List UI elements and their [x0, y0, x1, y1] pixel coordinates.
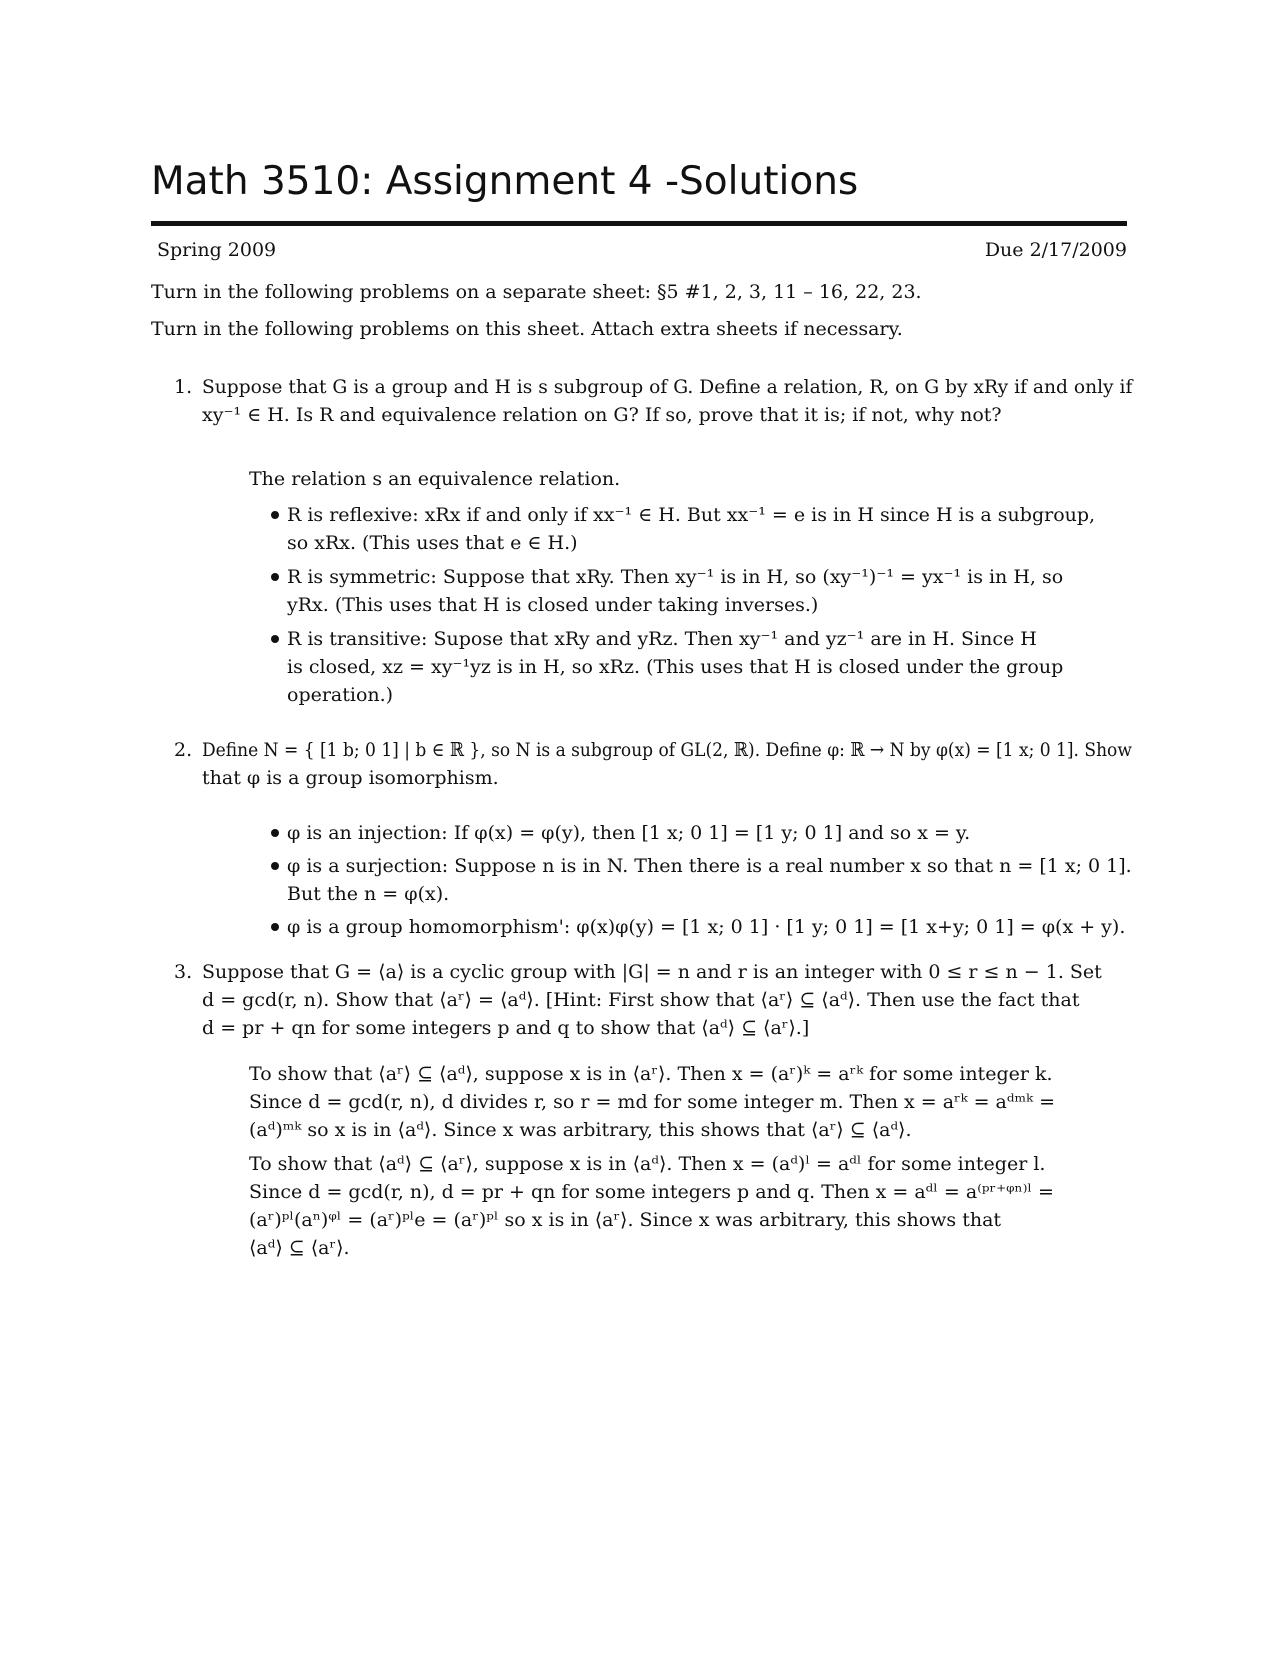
- problem-2-injection-line: φ is an injection: If φ(x) = φ(y), then [1 x; 0 1] = [1 y; 0 1] and so x = y.: [287, 822, 971, 844]
- bullet-icon: [271, 573, 279, 581]
- problem-3-answer-line-4: To show that ⟨aᵈ⟩ ⊆ ⟨aʳ⟩, suppose x is in ⟨aᵈ⟩. Then x = (aᵈ)ˡ = aᵈˡ for some integer l.: [249, 1153, 1046, 1175]
- intro-line-2: Turn in the following problems on this sheet. Attach extra sheets if necessary.: [151, 318, 903, 340]
- problem-3-statement-line-1: Suppose that G = ⟨a⟩ is a cyclic group with |G| = n and r is an integer with 0 ≤ r ≤ n − 1. Set: [202, 961, 1102, 983]
- problem-1-transitive-line-1: R is transitive: Supose that xRy and yRz. Then xy⁻¹ and yz⁻¹ are in H. Since H: [287, 628, 1037, 650]
- bullet-icon: [271, 829, 279, 837]
- problem-3-answer-line-3: (aᵈ)ᵐᵏ so x is in ⟨aᵈ⟩. Since x was arbitrary, this shows that ⟨aʳ⟩ ⊆ ⟨aᵈ⟩.: [249, 1119, 912, 1141]
- problem-2-number: 2.: [174, 739, 193, 761]
- problem-1-statement-line-2: xy⁻¹ ∈ H. Is R and equivalence relation on G? If so, prove that it is; if not, why not?: [202, 404, 1002, 426]
- bullet-icon: [271, 635, 279, 643]
- problem-3-statement-line-3: d = pr + qn for some integers p and q to show that ⟨aᵈ⟩ ⊆ ⟨aʳ⟩.]: [202, 1017, 810, 1039]
- problem-2-statement-line-1: Define N = { [1 b; 0 1] | b ∈ ℝ }, so N is a subgroup of GL(2, ℝ). Define φ: ℝ → N by φ(x) = [1 x; 0 1]. Show: [202, 739, 1132, 761]
- problem-1-reflexive-line-2: so xRx. (This uses that e ∈ H.): [287, 532, 578, 554]
- title-rule: [151, 221, 1127, 226]
- problem-3-answer-line-6: (aʳ)ᵖˡ(aⁿ)ᵠˡ = (aʳ)ᵖˡe = (aʳ)ᵖˡ so x is in ⟨aʳ⟩. Since x was arbitrary, this shows that: [249, 1209, 1002, 1231]
- page-title: Math 3510: Assignment 4 -Solutions: [151, 159, 859, 204]
- bullet-icon: [271, 923, 279, 931]
- problem-3-answer-line-7: ⟨aᵈ⟩ ⊆ ⟨aʳ⟩.: [249, 1237, 350, 1259]
- problem-1-symmetric-line-1: R is symmetric: Suppose that xRy. Then xy⁻¹ is in H, so (xy⁻¹)⁻¹ = yx⁻¹ is in H, so: [287, 566, 1064, 588]
- problem-1-statement-line-1: Suppose that G is a group and H is s subgroup of G. Define a relation, R, on G by xRy if and only if: [202, 376, 1133, 398]
- intro-line-1: Turn in the following problems on a separate sheet: §5 #1, 2, 3, 11 – 16, 22, 23.: [151, 281, 922, 303]
- problem-3-answer-line-2: Since d = gcd(r, n), d divides r, so r = md for some integer m. Then x = aʳᵏ = aᵈᵐᵏ =: [249, 1091, 1056, 1113]
- due-date: Due 2/17/2009: [984, 239, 1127, 261]
- problem-1-transitive-line-2: is closed, xz = xy⁻¹yz is in H, so xRz. (This uses that H is closed under the group: [287, 656, 1064, 678]
- problem-2-surjection-line-1: φ is a surjection: Suppose n is in N. Then there is a real number x so that n = [1 x; 0 1].: [287, 855, 1132, 877]
- problem-2-homomorphism-line: φ is a group homomorphism': φ(x)φ(y) = [1 x; 0 1] · [1 y; 0 1] = [1 x+y; 0 1] = φ(x + y).: [287, 916, 1126, 938]
- problem-2-surjection-line-2: But the n = φ(x).: [287, 883, 450, 905]
- problem-1-number: 1.: [174, 376, 193, 398]
- problem-2-statement-line-2: that φ is a group isomorphism.: [202, 767, 499, 789]
- problem-3-statement-line-2: d = gcd(r, n). Show that ⟨aʳ⟩ = ⟨aᵈ⟩. [Hint: First show that ⟨aʳ⟩ ⊆ ⟨aᵈ⟩. Then use the fact that: [202, 989, 1080, 1011]
- bullet-icon: [271, 511, 279, 519]
- problem-1-reflexive-line-1: R is reflexive: xRx if and only if xx⁻¹ ∈ H. But xx⁻¹ = e is in H since H is a subgroup,: [287, 504, 1096, 526]
- problem-1-transitive-line-3: operation.): [287, 684, 394, 706]
- problem-3-number: 3.: [174, 961, 193, 983]
- problem-3-answer-line-1: To show that ⟨aʳ⟩ ⊆ ⟨aᵈ⟩, suppose x is in ⟨aʳ⟩. Then x = (aʳ)ᵏ = aʳᵏ for some integer k.: [249, 1063, 1053, 1085]
- problem-3-answer-line-5: Since d = gcd(r, n), d = pr + qn for some integers p and q. Then x = aᵈˡ = a⁽ᵖʳ⁺ᵠⁿ⁾ˡ =: [249, 1181, 1054, 1203]
- semester-label: Spring 2009: [157, 239, 277, 261]
- problem-1-answer-intro: The relation s an equivalence relation.: [249, 468, 621, 490]
- bullet-icon: [271, 862, 279, 870]
- problem-1-symmetric-line-2: yRx. (This uses that H is closed under taking inverses.): [287, 594, 819, 616]
